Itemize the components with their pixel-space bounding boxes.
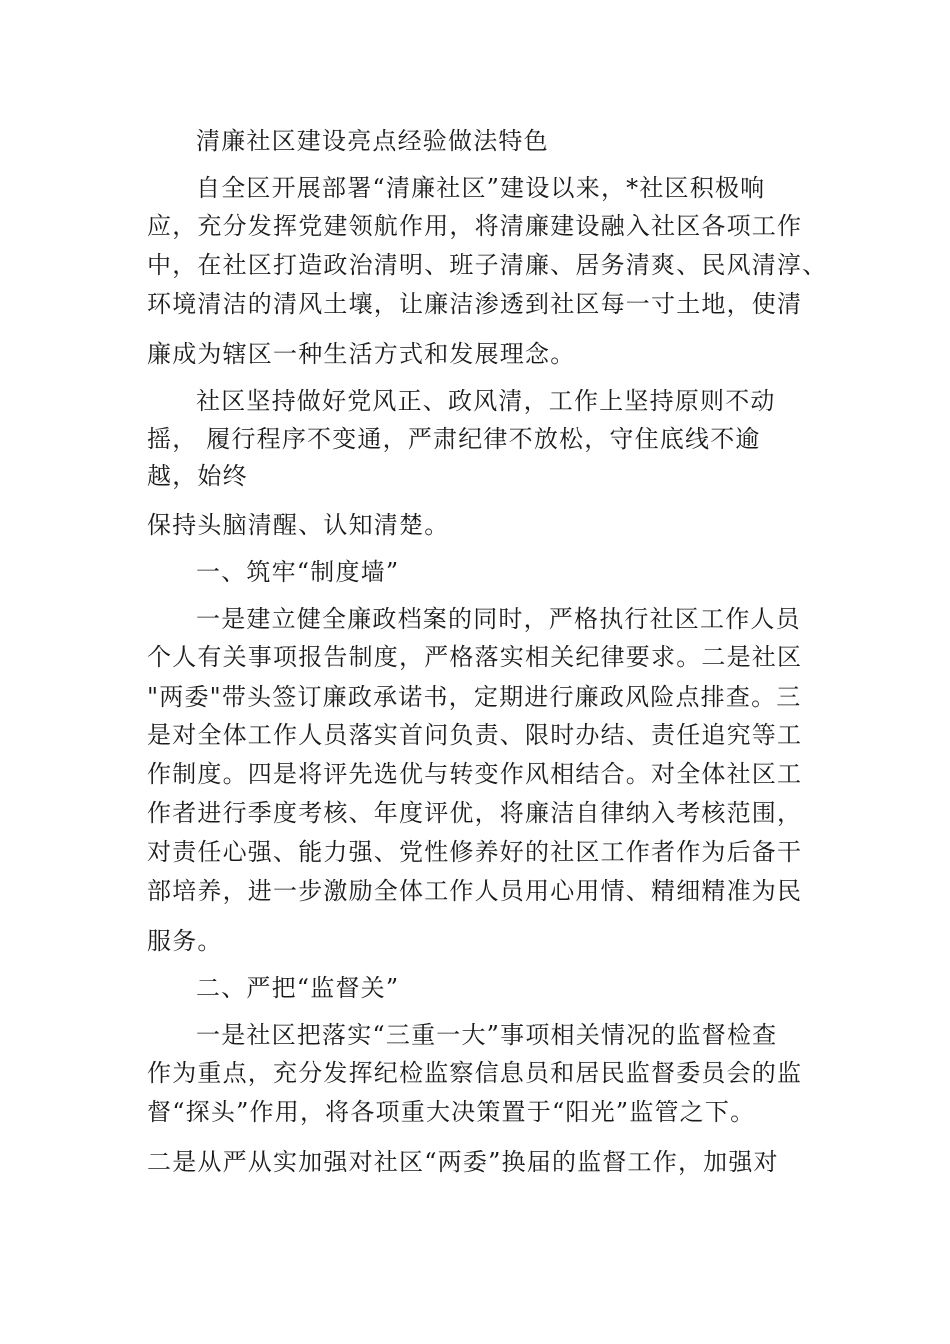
paragraph-line: 作者进行季度考核、年度评优，将廉洁自律纳入考核范围， xyxy=(147,799,803,827)
paragraph-line: 社区坚持做好党风正、政风清，工作上坚持原则不动 xyxy=(196,387,776,415)
paragraph-line: 中，在社区打造政治清明、班子清廉、居务清爽、民风清淳、 xyxy=(147,251,828,279)
paragraph-line: 个人有关事项报告制度，严格落实相关纪律要求。二是社区 xyxy=(147,643,803,671)
paragraph-line: 自全区开展部署“清廉社区”建设以来，*社区积极响 xyxy=(196,174,766,202)
paragraph-line: 一是建立健全廉政档案的同时，严格执行社区工作人员 xyxy=(196,605,801,633)
paragraph-line: 越，始终 xyxy=(147,462,248,490)
paragraph-line: 部培养，进一步激励全体工作人员用心用情、精细精准为民 xyxy=(147,877,803,905)
paragraph-line: 保持头脑清醒、认知清楚。 xyxy=(147,511,450,539)
paragraph-line: 环境清洁的清风土壤，让廉洁渗透到社区每一寸土地，使清 xyxy=(147,290,803,318)
paragraph-line: 是对全体工作人员落实首问负责、限时办结、责任追究等工 xyxy=(147,721,803,749)
paragraph-line: 督“探头”作用，将各项重大决策置于“阳光”监管之下。 xyxy=(147,1098,756,1126)
paragraph-line: 对责任心强、能力强、党性修养好的社区工作者作为后备干 xyxy=(147,838,803,866)
paragraph-line: "两委"带头签订廉政承诺书，定期进行廉政风险点排查。三 xyxy=(147,683,802,711)
section-heading: 一、筑牢“制度墙” xyxy=(196,558,400,586)
paragraph-line: 一是社区把落实“三重一大”事项相关情况的监督检查 xyxy=(196,1021,778,1049)
section-heading: 二、严把“监督关” xyxy=(196,974,400,1002)
paragraph-line: 二是从严从实加强对社区“两委”换届的监督工作，加强对 xyxy=(147,1148,779,1176)
document-title: 清廉社区建设亮点经验做法特色 xyxy=(196,127,549,155)
paragraph-line: 摇， 履行程序不变通，严肃纪律不放松，守住底线不逾 xyxy=(147,425,761,453)
paragraph-line: 服务。 xyxy=(147,927,223,955)
paragraph-line: 应，充分发挥党建领航作用，将清廉建设融入社区各项工作 xyxy=(147,212,803,240)
paragraph-line: 作制度。四是将评先选优与转变作风相结合。对全体社区工 xyxy=(147,760,803,788)
paragraph-line: 廉成为辖区一种生活方式和发展理念。 xyxy=(147,340,576,368)
paragraph-line: 作为重点，充分发挥纪检监察信息员和居民监督委员会的监 xyxy=(147,1059,803,1087)
